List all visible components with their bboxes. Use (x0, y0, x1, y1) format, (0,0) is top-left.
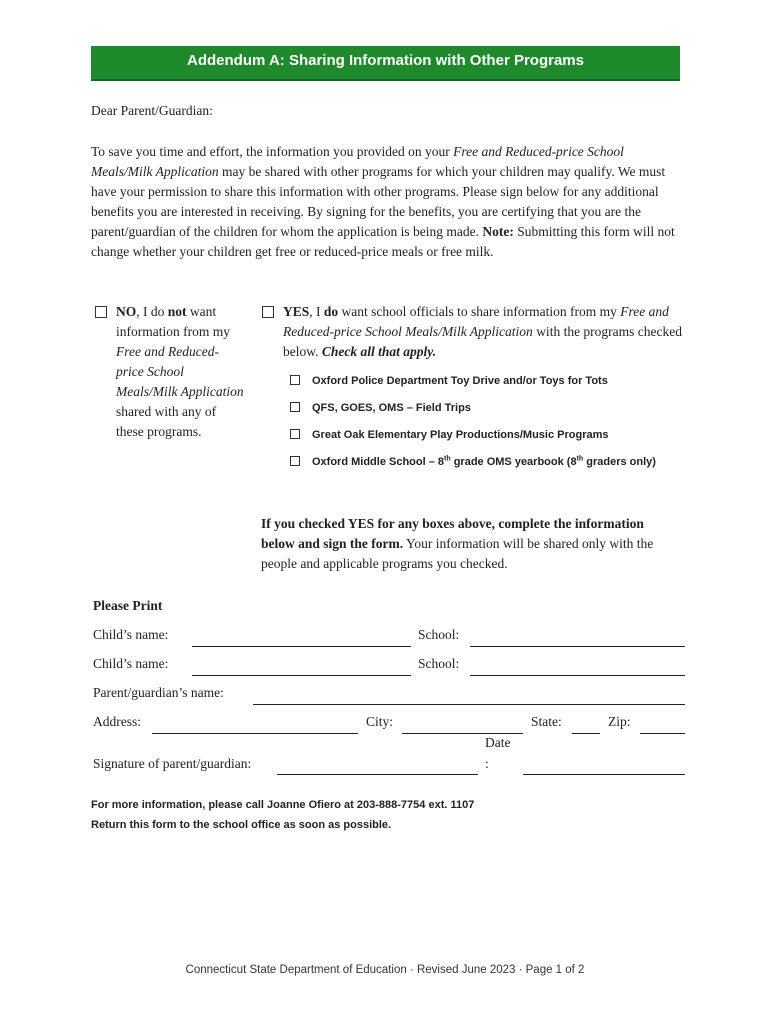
state-field[interactable] (572, 733, 600, 734)
date-field[interactable] (523, 774, 685, 775)
address-label: Address: (93, 714, 141, 729)
school-label: School: (418, 656, 460, 671)
program-item: QFS, GOES, OMS – Field Trips (290, 401, 471, 414)
school-field[interactable] (470, 675, 685, 676)
school-label: School: (418, 627, 460, 642)
state-label: State: (531, 714, 562, 729)
contact-info: For more information, please call Joanne Ofiero at 203-888-7754 ext. 1107 (91, 799, 475, 811)
zip-field[interactable] (640, 733, 685, 734)
program-checkbox[interactable] (290, 402, 300, 412)
school-field[interactable] (470, 646, 685, 647)
program-checkbox[interactable] (290, 456, 300, 466)
yes-option: YES, I do want school officials to share information from my Free and Reduced-price School Meals/Milk Application with the programs checked below. Check all that apply. (262, 302, 687, 362)
page-title: Addendum A: Sharing Information with Other Programs (187, 52, 584, 69)
child-name-field[interactable] (192, 646, 411, 647)
program-item: Oxford Police Department Toy Drive and/or Toys for Tots (290, 374, 608, 387)
program-checkbox[interactable] (290, 375, 300, 385)
program-item: Great Oak Elementary Play Productions/Music Programs (290, 428, 609, 441)
program-item: Oxford Middle School – 8th grade OMS yearbook (8th graders only) (290, 455, 656, 468)
no-checkbox[interactable] (95, 306, 107, 318)
intro-paragraph: To save you time and effort, the information you provided on your Free and Reduced-price School Meals/Milk Application may be shared with other programs for which your children may qualify. We must have your permission to share this information with other programs. Please sign below for any additional benefits you are interested in receiving. By signing for the benefits, you are certifying that you are the parent/guardian of the children for whom the application is being made. Note: Submitting this form will not change whether your children get free or reduced-price meals or free milk. (91, 144, 675, 259)
header-banner (91, 46, 680, 81)
child-name-field[interactable] (192, 675, 411, 676)
parent-name-field[interactable] (253, 704, 685, 705)
parent-name-label: Parent/guardian’s name: (93, 685, 224, 700)
greeting: Dear Parent/Guardian: (91, 103, 213, 118)
instructions: If you checked YES for any boxes above, complete the information below and sign the form. Your information will be shared only with the people and applicable programs you checked. (261, 516, 654, 571)
return-instructions: Return this form to the school office as soon as possible. (91, 819, 392, 831)
city-label: City: (366, 714, 394, 729)
program-checkbox[interactable] (290, 429, 300, 439)
child-name-label: Child’s name: (93, 656, 169, 671)
address-field[interactable] (152, 733, 358, 734)
no-option: NO, I do not want information from my Free and Reduced-price School Meals/Milk Application shared with any of these programs. (95, 302, 245, 442)
yes-checkbox[interactable] (262, 306, 274, 318)
please-print-label: Please Print (93, 598, 163, 613)
date-label: Date (485, 735, 511, 750)
date-colon: : (485, 756, 489, 771)
zip-label: Zip: (608, 714, 631, 729)
signature-label: Signature of parent/guardian: (93, 756, 252, 771)
signature-field[interactable] (277, 774, 478, 775)
city-field[interactable] (402, 733, 523, 734)
page-footer: Connecticut State Department of Education · Revised June 2023 · Page 1 of 2 (185, 964, 585, 976)
child-name-label: Child’s name: (93, 627, 169, 642)
